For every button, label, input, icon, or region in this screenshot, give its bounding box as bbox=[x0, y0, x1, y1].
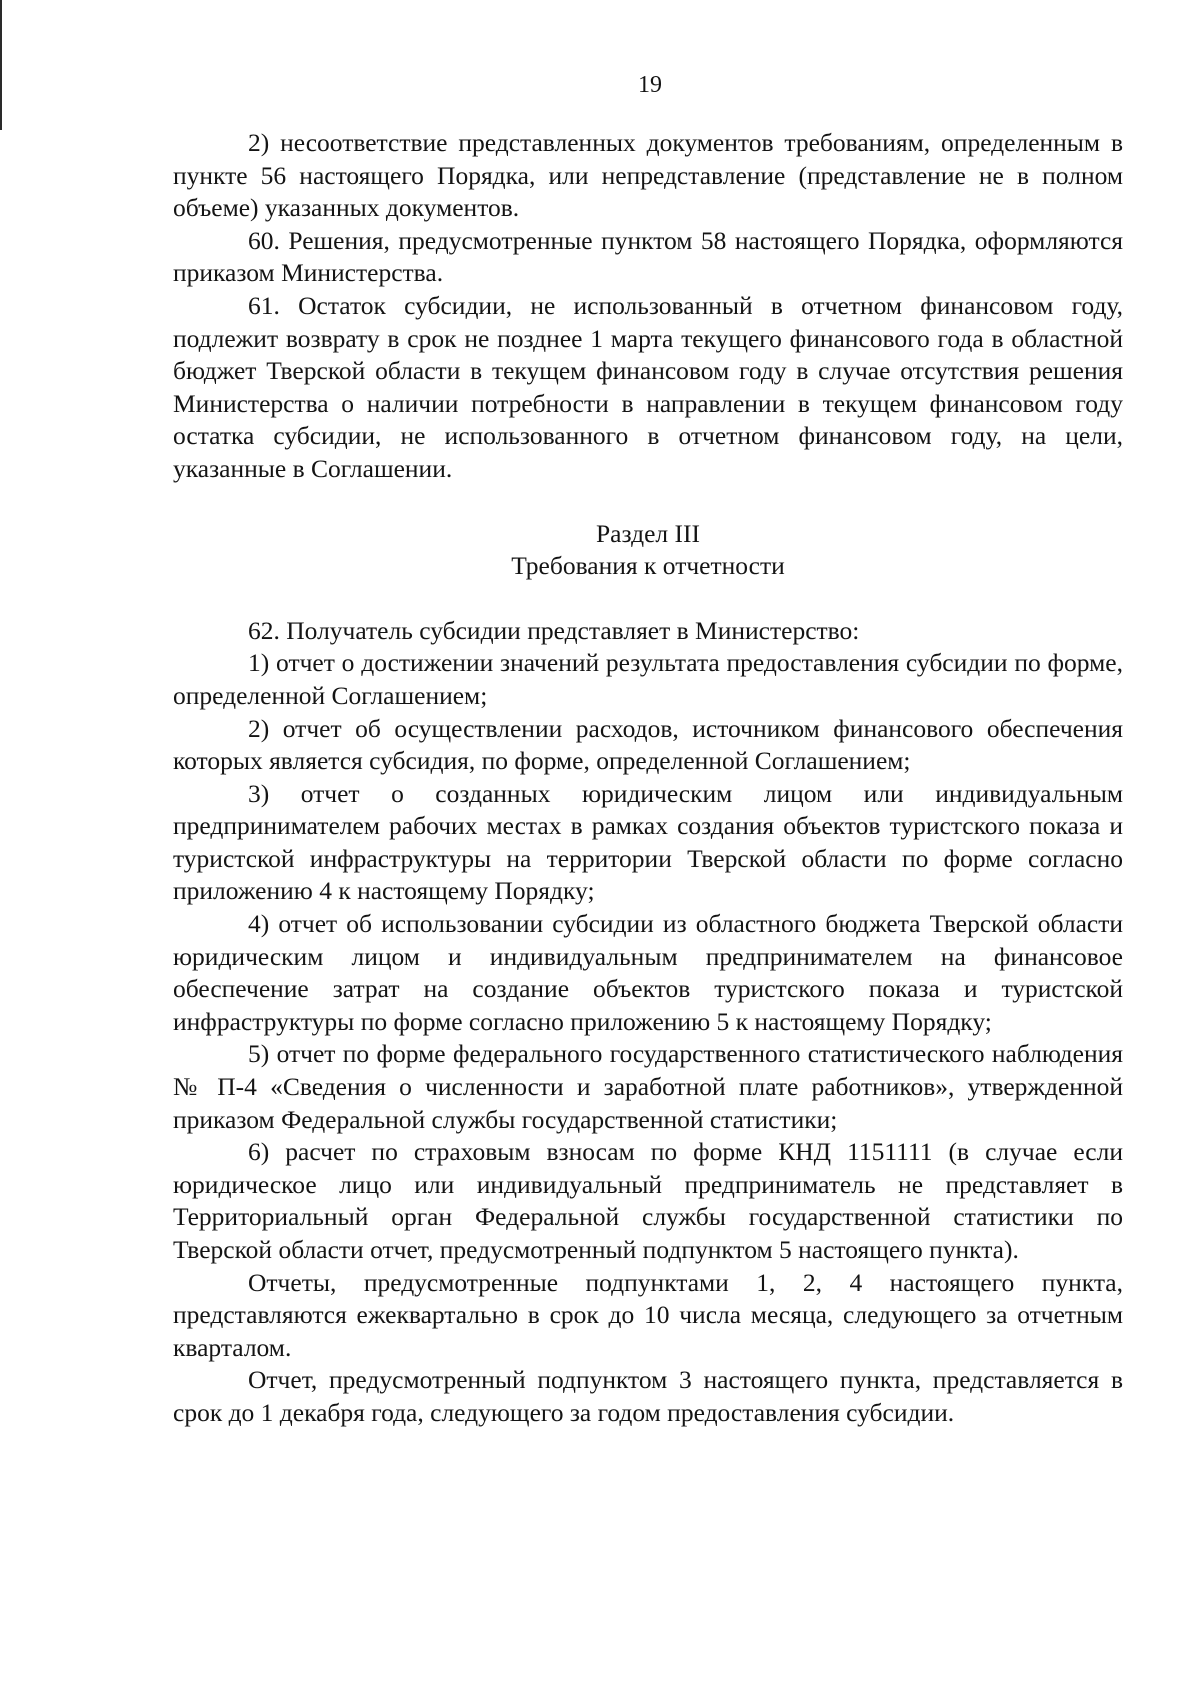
paragraph-62-item-2: 2) отчет об осуществлении расходов, источником финансового обеспечения которых является субсидия, по форме, определенной Соглашением; bbox=[173, 713, 1123, 776]
section-title: Требования к отчетности bbox=[511, 551, 785, 581]
paragraph-report-deadline: Отчет, предусмотренный подпунктом 3 настоящего пункта, представляется в срок до 1 декабря года, следующего за годом предоставления субсидии. bbox=[173, 1365, 1123, 1427]
page-number: 19 bbox=[638, 72, 662, 98]
paragraph-62-item-6: 6) расчет по страховым взносам по форме КНД 1151111 (в случае если юридическое лицо или индивидуальный предприниматель не представляет в Территориальный орган Федеральной службы государственной статистики по Тверской области отчет, предусмотренный подпунктом 5 настоящего пункта). bbox=[173, 1137, 1123, 1264]
paragraph-62-item-3: 3) отчет о созданных юридическим лицом или индивидуальным предпринимателем рабочих местах в рамках создания объектов туристского показа и туристской инфраструктуры на территории Тверской области по форме согласно приложению 4 к настоящему Порядку; bbox=[173, 778, 1123, 906]
paragraph-62-item-5: 5) отчет по форме федерального государственного статистического наблюдения № П-4 «Сведения о численности и заработной плате работников», утвержденной приказом Федеральной службы государственной статистики; bbox=[173, 1039, 1123, 1134]
paragraph-reports-quarterly: Отчеты, предусмотренные подпунктами 1, 2, 4 настоящего пункта, представляются ежеквартально в срок до 10 числа месяца, следующего за отчетным кварталом. bbox=[173, 1267, 1123, 1362]
paragraph-60: 60. Решения, предусмотренные пунктом 58 настоящего Порядка, оформляются приказом Министерства. bbox=[173, 225, 1123, 288]
section-heading bbox=[173, 518, 1123, 583]
scan-edge-mark bbox=[0, 0, 2, 130]
paragraph-item-2: 2) несоответствие представленных документов требованиям, определенным в пункте 56 настоящего Порядка, или непредставление (представление не в полном объеме) указанных документов. bbox=[173, 128, 1123, 223]
paragraph-61: 61. Остаток субсидии, не использованный в отчетном финансовом году, подлежит возврату в срок не позднее 1 марта текущего финансового года в областной бюджет Тверской области в текущем финансовом году в случае отсутствия решения Министерства о наличии потребности в направлении в текущем финансовом году остатка субсидии, не использованного в отчетном финансовом году, на цели, указанные в Соглашении. bbox=[173, 290, 1123, 483]
document-body bbox=[173, 127, 1123, 1430]
section-label: Раздел III bbox=[596, 518, 700, 548]
paragraph-62-item-4: 4) отчет об использовании субсидии из областного бюджета Тверской области юридическим лицом и индивидуальным предпринимателем на финансовое обеспечение затрат на создание объектов туристского показа и туристской инфраструктуры по форме согласно приложению 5 к настоящему Порядку; bbox=[173, 909, 1123, 1036]
paragraph-62: 62. Получатель субсидии представляет в Министерство: bbox=[248, 615, 860, 645]
paragraph-62-item-1: 1) отчет о достижении значений результата предоставления субсидии по форме, определенной Соглашением; bbox=[173, 648, 1123, 710]
